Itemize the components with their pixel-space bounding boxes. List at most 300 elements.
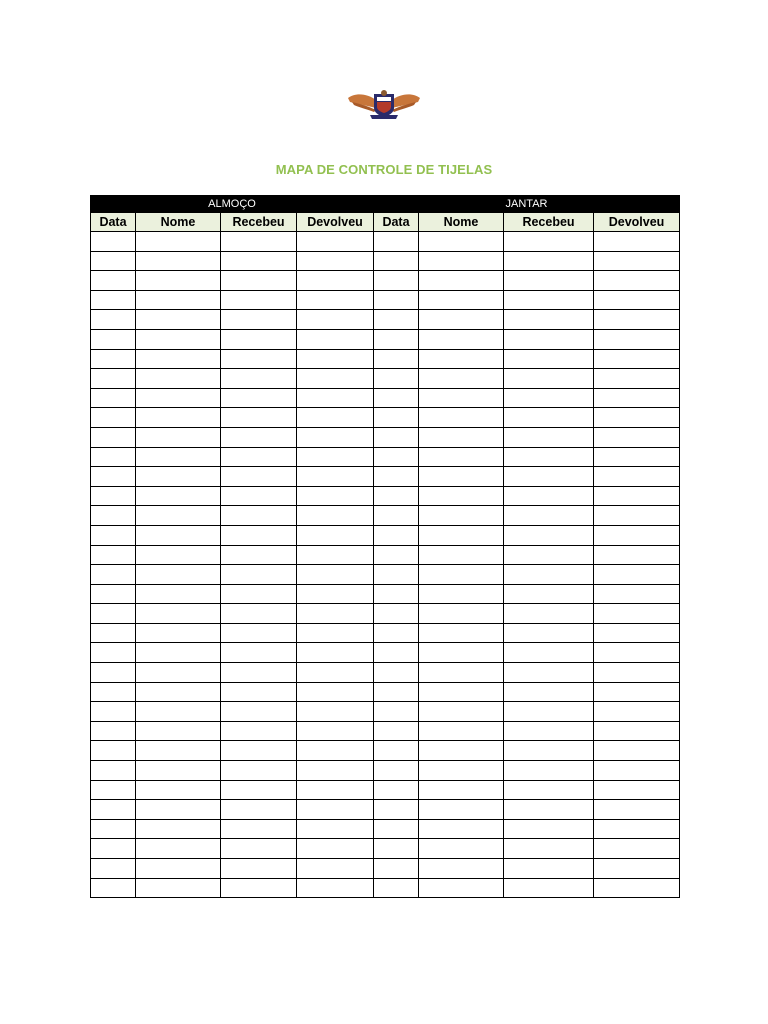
table-cell bbox=[221, 290, 297, 310]
table-cell bbox=[594, 545, 680, 565]
table-cell bbox=[221, 721, 297, 741]
table-row bbox=[91, 761, 680, 781]
table-cell bbox=[221, 643, 297, 663]
eagle-emblem-icon bbox=[346, 88, 422, 120]
table-cell bbox=[374, 506, 419, 526]
table-cell bbox=[594, 643, 680, 663]
table-cell bbox=[594, 349, 680, 369]
table-cell bbox=[419, 388, 504, 408]
table-cell bbox=[91, 251, 136, 271]
table-cell bbox=[136, 427, 221, 447]
table-cell bbox=[297, 525, 374, 545]
table-cell bbox=[136, 839, 221, 859]
table-cell bbox=[91, 643, 136, 663]
table-cell bbox=[504, 780, 594, 800]
table-cell bbox=[91, 369, 136, 389]
table-cell bbox=[221, 545, 297, 565]
table-cell bbox=[221, 486, 297, 506]
table-cell bbox=[594, 584, 680, 604]
table-cell bbox=[136, 761, 221, 781]
table-cell bbox=[91, 427, 136, 447]
table-cell bbox=[297, 682, 374, 702]
table-cell bbox=[136, 878, 221, 898]
column-header-nome: Nome bbox=[136, 213, 221, 232]
table-cell bbox=[221, 565, 297, 585]
table-cell bbox=[419, 408, 504, 428]
table-row bbox=[91, 447, 680, 467]
table-cell bbox=[419, 545, 504, 565]
table-cell bbox=[91, 310, 136, 330]
table-cell bbox=[91, 623, 136, 643]
table-row bbox=[91, 310, 680, 330]
table-cell bbox=[297, 780, 374, 800]
table-row bbox=[91, 271, 680, 291]
table-cell bbox=[136, 408, 221, 428]
table-cell bbox=[297, 349, 374, 369]
table-cell bbox=[419, 525, 504, 545]
table-cell bbox=[297, 800, 374, 820]
table-cell bbox=[504, 565, 594, 585]
table-cell bbox=[419, 271, 504, 291]
table-cell bbox=[374, 427, 419, 447]
table-cell bbox=[374, 623, 419, 643]
table-cell bbox=[91, 565, 136, 585]
table-cell bbox=[504, 584, 594, 604]
table-cell bbox=[419, 565, 504, 585]
table-cell bbox=[221, 800, 297, 820]
table-row bbox=[91, 663, 680, 683]
table-cell bbox=[504, 251, 594, 271]
table-cell bbox=[594, 329, 680, 349]
table-cell bbox=[594, 447, 680, 467]
table-cell bbox=[419, 663, 504, 683]
table-cell bbox=[297, 623, 374, 643]
table-cell bbox=[91, 388, 136, 408]
table-cell bbox=[136, 388, 221, 408]
table-cell bbox=[297, 290, 374, 310]
table-cell bbox=[221, 329, 297, 349]
table-cell bbox=[136, 780, 221, 800]
table-row bbox=[91, 290, 680, 310]
table-cell bbox=[374, 232, 419, 252]
table-cell bbox=[419, 329, 504, 349]
table-cell bbox=[594, 565, 680, 585]
table-cell bbox=[221, 819, 297, 839]
table-row bbox=[91, 584, 680, 604]
table-row bbox=[91, 349, 680, 369]
table-cell bbox=[504, 721, 594, 741]
table-cell bbox=[297, 663, 374, 683]
table-cell bbox=[297, 545, 374, 565]
table-cell bbox=[504, 545, 594, 565]
table-cell bbox=[91, 663, 136, 683]
table-cell bbox=[594, 604, 680, 624]
table-row bbox=[91, 525, 680, 545]
group-header-dinner: JANTAR bbox=[374, 196, 680, 213]
table-cell bbox=[374, 251, 419, 271]
table-cell bbox=[221, 839, 297, 859]
table-cell bbox=[419, 741, 504, 761]
table-cell bbox=[136, 741, 221, 761]
table-cell bbox=[91, 800, 136, 820]
table-cell bbox=[297, 584, 374, 604]
table-cell bbox=[594, 623, 680, 643]
table-cell bbox=[221, 702, 297, 722]
table-row bbox=[91, 702, 680, 722]
table-cell bbox=[221, 506, 297, 526]
table-cell bbox=[594, 878, 680, 898]
table-cell bbox=[419, 506, 504, 526]
table-cell bbox=[374, 310, 419, 330]
table-cell bbox=[91, 506, 136, 526]
table-cell bbox=[374, 682, 419, 702]
table-cell bbox=[91, 232, 136, 252]
table-row bbox=[91, 506, 680, 526]
table-row bbox=[91, 859, 680, 879]
table-cell bbox=[504, 271, 594, 291]
table-cell bbox=[504, 369, 594, 389]
table-cell bbox=[504, 427, 594, 447]
table-cell bbox=[297, 604, 374, 624]
table-cell bbox=[419, 878, 504, 898]
document-title: MAPA DE CONTROLE DE TIJELAS bbox=[275, 162, 493, 177]
table-cell bbox=[91, 702, 136, 722]
table-cell bbox=[504, 643, 594, 663]
table-cell bbox=[297, 859, 374, 879]
table-cell bbox=[297, 721, 374, 741]
table-cell bbox=[91, 878, 136, 898]
table-cell bbox=[91, 271, 136, 291]
table-row bbox=[91, 329, 680, 349]
table-cell bbox=[594, 271, 680, 291]
table-cell bbox=[91, 447, 136, 467]
table-cell bbox=[221, 447, 297, 467]
table-cell bbox=[297, 643, 374, 663]
table-row bbox=[91, 800, 680, 820]
table-cell bbox=[221, 623, 297, 643]
table-row bbox=[91, 604, 680, 624]
table-cell bbox=[221, 584, 297, 604]
column-header-nome: Nome bbox=[419, 213, 504, 232]
table-cell bbox=[504, 800, 594, 820]
table-row bbox=[91, 427, 680, 447]
table-cell bbox=[91, 741, 136, 761]
table-cell bbox=[594, 427, 680, 447]
table-cell bbox=[374, 545, 419, 565]
table-cell bbox=[136, 565, 221, 585]
table-row bbox=[91, 878, 680, 898]
table-cell bbox=[504, 859, 594, 879]
table-cell bbox=[221, 310, 297, 330]
bowl-control-table bbox=[90, 195, 680, 898]
table-cell bbox=[136, 486, 221, 506]
table-row bbox=[91, 623, 680, 643]
column-header-devolveu: Devolveu bbox=[297, 213, 374, 232]
table-cell bbox=[221, 878, 297, 898]
table-cell bbox=[374, 369, 419, 389]
table-cell bbox=[91, 290, 136, 310]
table-row bbox=[91, 780, 680, 800]
table-cell bbox=[136, 643, 221, 663]
table-cell bbox=[374, 349, 419, 369]
table-cell bbox=[136, 447, 221, 467]
table-cell bbox=[594, 408, 680, 428]
table-cell bbox=[297, 447, 374, 467]
table-cell bbox=[374, 839, 419, 859]
table-cell bbox=[594, 761, 680, 781]
table-cell bbox=[374, 604, 419, 624]
table-cell bbox=[297, 369, 374, 389]
table-cell bbox=[374, 702, 419, 722]
table-cell bbox=[297, 388, 374, 408]
table-cell bbox=[504, 604, 594, 624]
table-cell bbox=[374, 467, 419, 487]
table-row bbox=[91, 369, 680, 389]
table-cell bbox=[221, 369, 297, 389]
table-cell bbox=[91, 761, 136, 781]
table-cell bbox=[594, 525, 680, 545]
column-header-recebeu: Recebeu bbox=[504, 213, 594, 232]
table-row bbox=[91, 721, 680, 741]
table-row bbox=[91, 467, 680, 487]
table-cell bbox=[419, 623, 504, 643]
table-cell bbox=[594, 290, 680, 310]
table-cell bbox=[297, 839, 374, 859]
table-cell bbox=[136, 251, 221, 271]
table-cell bbox=[221, 663, 297, 683]
table-cell bbox=[91, 780, 136, 800]
table-cell bbox=[419, 251, 504, 271]
table-cell bbox=[136, 702, 221, 722]
table-cell bbox=[297, 761, 374, 781]
table-cell bbox=[297, 702, 374, 722]
table-cell bbox=[91, 486, 136, 506]
table-cell bbox=[504, 761, 594, 781]
table-cell bbox=[594, 388, 680, 408]
table-cell bbox=[91, 819, 136, 839]
table-cell bbox=[374, 859, 419, 879]
table-cell bbox=[419, 761, 504, 781]
table-cell bbox=[594, 467, 680, 487]
table-cell bbox=[419, 604, 504, 624]
table-cell bbox=[594, 859, 680, 879]
table-cell bbox=[594, 506, 680, 526]
table-cell bbox=[419, 584, 504, 604]
table-cell bbox=[374, 584, 419, 604]
table-cell bbox=[419, 349, 504, 369]
table-cell bbox=[221, 682, 297, 702]
table-cell bbox=[297, 427, 374, 447]
table-cell bbox=[374, 408, 419, 428]
table-cell bbox=[91, 408, 136, 428]
table-cell bbox=[297, 486, 374, 506]
column-header-recebeu: Recebeu bbox=[221, 213, 297, 232]
table-cell bbox=[297, 232, 374, 252]
table-row bbox=[91, 486, 680, 506]
table-cell bbox=[419, 702, 504, 722]
table-cell bbox=[297, 310, 374, 330]
table-cell bbox=[374, 878, 419, 898]
table-cell bbox=[419, 467, 504, 487]
table-cell bbox=[91, 839, 136, 859]
table-cell bbox=[419, 819, 504, 839]
table-cell bbox=[297, 329, 374, 349]
table-cell bbox=[419, 486, 504, 506]
table-cell bbox=[504, 623, 594, 643]
table-cell bbox=[419, 839, 504, 859]
table-cell bbox=[221, 251, 297, 271]
table-cell bbox=[419, 859, 504, 879]
table-cell bbox=[136, 271, 221, 291]
table-cell bbox=[504, 525, 594, 545]
table-cell bbox=[374, 525, 419, 545]
table-cell bbox=[504, 447, 594, 467]
table-body bbox=[91, 232, 680, 898]
table-cell bbox=[136, 623, 221, 643]
table-cell bbox=[221, 349, 297, 369]
table-cell bbox=[221, 604, 297, 624]
table-cell bbox=[91, 545, 136, 565]
table-cell bbox=[136, 545, 221, 565]
table-cell bbox=[221, 271, 297, 291]
group-header-row bbox=[91, 196, 680, 213]
column-header-data: Data bbox=[91, 213, 136, 232]
table-cell bbox=[91, 584, 136, 604]
table-cell bbox=[594, 819, 680, 839]
table-cell bbox=[504, 682, 594, 702]
table-cell bbox=[221, 780, 297, 800]
table-cell bbox=[504, 663, 594, 683]
table-cell bbox=[594, 800, 680, 820]
table-cell bbox=[374, 780, 419, 800]
table-cell bbox=[91, 467, 136, 487]
table-cell bbox=[594, 839, 680, 859]
table-row bbox=[91, 545, 680, 565]
column-header-row bbox=[91, 213, 680, 232]
table-cell bbox=[504, 839, 594, 859]
table-cell bbox=[221, 388, 297, 408]
table-cell bbox=[374, 329, 419, 349]
table-row bbox=[91, 741, 680, 761]
table-cell bbox=[504, 702, 594, 722]
table-cell bbox=[297, 251, 374, 271]
table-cell bbox=[504, 741, 594, 761]
table-cell bbox=[136, 682, 221, 702]
table-cell bbox=[504, 878, 594, 898]
table-cell bbox=[419, 643, 504, 663]
table-cell bbox=[221, 761, 297, 781]
table-cell bbox=[136, 819, 221, 839]
table-cell bbox=[374, 663, 419, 683]
table-cell bbox=[91, 329, 136, 349]
table-cell bbox=[504, 329, 594, 349]
table-cell bbox=[594, 702, 680, 722]
table-cell bbox=[504, 467, 594, 487]
table-cell bbox=[221, 408, 297, 428]
table-row bbox=[91, 232, 680, 252]
table-row bbox=[91, 388, 680, 408]
table-cell bbox=[136, 349, 221, 369]
table-cell bbox=[419, 721, 504, 741]
table-cell bbox=[91, 682, 136, 702]
table-cell bbox=[136, 663, 221, 683]
table-cell bbox=[221, 467, 297, 487]
table-cell bbox=[594, 369, 680, 389]
table-cell bbox=[136, 467, 221, 487]
table-cell bbox=[594, 741, 680, 761]
table-cell bbox=[419, 447, 504, 467]
table-cell bbox=[221, 232, 297, 252]
table-cell bbox=[91, 525, 136, 545]
table-cell bbox=[297, 506, 374, 526]
table-cell bbox=[594, 721, 680, 741]
table-cell bbox=[221, 741, 297, 761]
table-cell bbox=[594, 663, 680, 683]
table-cell bbox=[374, 643, 419, 663]
table-row bbox=[91, 643, 680, 663]
table-cell bbox=[374, 565, 419, 585]
table-cell bbox=[374, 800, 419, 820]
table-cell bbox=[221, 859, 297, 879]
table-cell bbox=[504, 232, 594, 252]
table-cell bbox=[594, 780, 680, 800]
table-cell bbox=[419, 290, 504, 310]
table-row bbox=[91, 682, 680, 702]
table-cell bbox=[419, 800, 504, 820]
table-cell bbox=[91, 604, 136, 624]
table-cell bbox=[91, 859, 136, 879]
table-cell bbox=[504, 290, 594, 310]
table-cell bbox=[136, 506, 221, 526]
table-cell bbox=[91, 349, 136, 369]
table-cell bbox=[594, 251, 680, 271]
table-row bbox=[91, 565, 680, 585]
table-cell bbox=[594, 310, 680, 330]
table-cell bbox=[419, 310, 504, 330]
table-cell bbox=[504, 819, 594, 839]
table-cell bbox=[374, 721, 419, 741]
table-cell bbox=[374, 271, 419, 291]
table-row bbox=[91, 819, 680, 839]
column-header-data: Data bbox=[374, 213, 419, 232]
table-row bbox=[91, 251, 680, 271]
table-cell bbox=[136, 290, 221, 310]
table-cell bbox=[136, 859, 221, 879]
table-cell bbox=[374, 741, 419, 761]
table-cell bbox=[136, 329, 221, 349]
table-cell bbox=[297, 565, 374, 585]
table-cell bbox=[374, 761, 419, 781]
table-cell bbox=[504, 486, 594, 506]
table-cell bbox=[594, 486, 680, 506]
table-cell bbox=[297, 819, 374, 839]
table-cell bbox=[374, 388, 419, 408]
table-cell bbox=[504, 388, 594, 408]
table-cell bbox=[419, 427, 504, 447]
table-cell bbox=[419, 682, 504, 702]
table-cell bbox=[504, 349, 594, 369]
table-row bbox=[91, 839, 680, 859]
table-cell bbox=[297, 271, 374, 291]
table-cell bbox=[221, 427, 297, 447]
table-cell bbox=[91, 721, 136, 741]
table-cell bbox=[504, 408, 594, 428]
table-cell bbox=[297, 878, 374, 898]
table-cell bbox=[374, 290, 419, 310]
table-cell bbox=[297, 467, 374, 487]
table-cell bbox=[419, 232, 504, 252]
group-header-lunch: ALMOÇO bbox=[91, 196, 374, 213]
